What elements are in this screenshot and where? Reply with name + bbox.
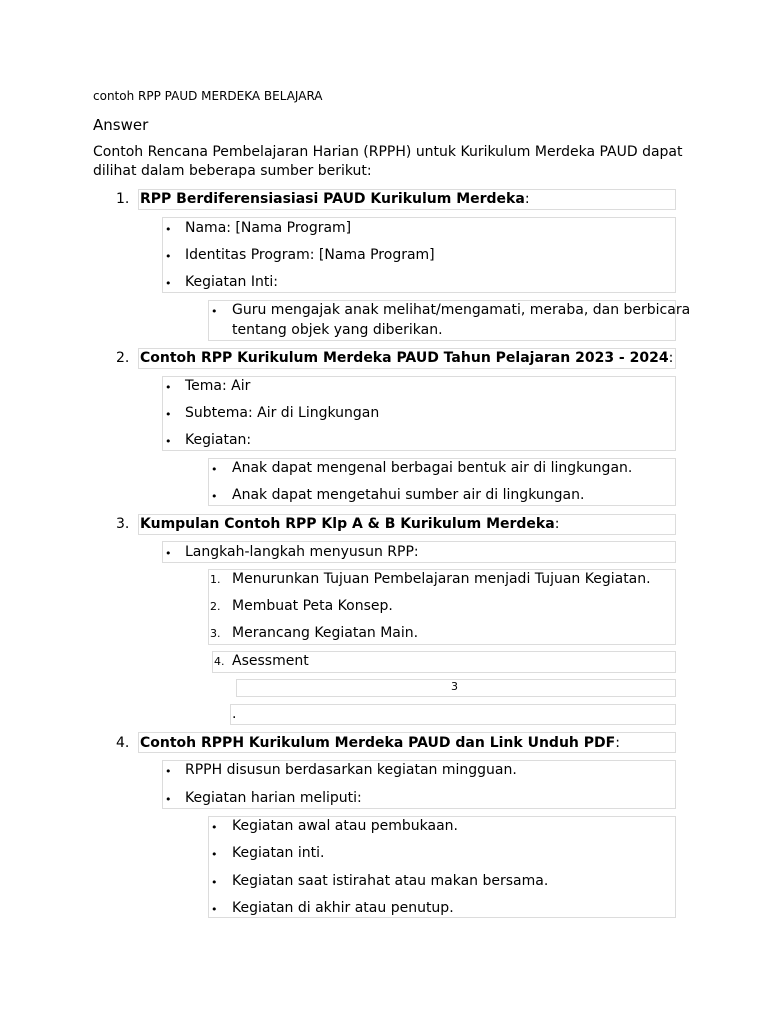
list-item: Tema: Air <box>185 378 251 394</box>
sublist-item: Kegiatan di akhir atau penutup. <box>232 900 454 916</box>
section-heading: Contoh RPPH Kurikulum Merdeka PAUD dan Link Unduh PDF: <box>140 735 620 751</box>
document-title: contoh RPP PAUD MERDEKA BELAJARA <box>93 89 323 103</box>
intro-line-1: Contoh Rencana Pembelajaran Harian (RPPH) untuk Kurikulum Merdeka PAUD dapat <box>93 144 683 160</box>
section-heading: Kumpulan Contoh RPP Klp A & B Kurikulum Merdeka: <box>140 516 560 532</box>
bullet: • <box>165 277 172 290</box>
step-number: 2. <box>210 600 221 613</box>
step-item: Merancang Kegiatan Main. <box>232 625 419 641</box>
list-item: RPPH disusun berdasarkan kegiatan mingguan. <box>185 762 517 778</box>
section-heading: Contoh RPP Kurikulum Merdeka PAUD Tahun Pelajaran 2023 - 2024: <box>140 350 674 366</box>
section-heading: RPP Berdiferensiasiasi PAUD Kurikulum Merdeka: <box>140 191 530 207</box>
sublist-item: Kegiatan awal atau pembukaan. <box>232 818 459 834</box>
bullet: • <box>165 381 172 394</box>
step-item: Asessment <box>232 653 309 669</box>
bullet: • <box>211 876 218 889</box>
bullet: • <box>211 305 218 318</box>
step-number: 4. <box>214 655 225 668</box>
list-item: Langkah-langkah menyusun RPP: <box>185 544 419 560</box>
bullet: • <box>211 490 218 503</box>
section-number: 2. <box>116 350 130 366</box>
step-number: 3. <box>210 627 221 640</box>
answer-label: Answer <box>93 116 149 134</box>
step-item: Menurunkan Tujuan Pembelajaran menjadi Tujuan Kegiatan. <box>232 571 651 587</box>
trailing-period: . <box>232 706 237 722</box>
bullet: • <box>165 250 172 263</box>
bullet: • <box>165 547 172 560</box>
bullet: • <box>211 463 218 476</box>
step-item: Membuat Peta Konsep. <box>232 598 393 614</box>
bullet: • <box>211 821 218 834</box>
list-item: Subtema: Air di Lingkungan <box>185 405 380 421</box>
bullet: • <box>211 848 218 861</box>
sublist-item: Kegiatan saat istirahat atau makan bersama. <box>232 873 549 889</box>
section-number: 4. <box>116 735 130 751</box>
sublist-item: Kegiatan inti. <box>232 845 325 861</box>
bullet: • <box>165 435 172 448</box>
bullet: • <box>165 765 172 778</box>
trailing-box <box>230 704 676 725</box>
sublist-item-line: Guru mengajak anak melihat/mengamati, meraba, dan berbicara <box>232 302 691 318</box>
bullet: • <box>211 903 218 916</box>
bullet: • <box>165 223 172 236</box>
list-item: Kegiatan: <box>185 432 252 448</box>
list-item: Identitas Program: [Nama Program] <box>185 247 435 263</box>
list-item: Kegiatan Inti: <box>185 274 278 290</box>
sublist-item: Anak dapat mengetahui sumber air di lingkungan. <box>232 487 585 503</box>
list-item: Kegiatan harian meliputi: <box>185 790 362 806</box>
footnote-number: 3 <box>451 680 458 693</box>
bullet: • <box>165 408 172 421</box>
bullet: • <box>165 793 172 806</box>
intro-line-2: dilihat dalam beberapa sumber berikut: <box>93 163 372 179</box>
sublist-item: Anak dapat mengenal berbagai bentuk air di lingkungan. <box>232 460 633 476</box>
sublist-item-line: tentang objek yang diberikan. <box>232 322 443 338</box>
section-number: 1. <box>116 191 130 207</box>
section-number: 3. <box>116 516 130 532</box>
list-item: Nama: [Nama Program] <box>185 220 352 236</box>
step-number: 1. <box>210 573 221 586</box>
